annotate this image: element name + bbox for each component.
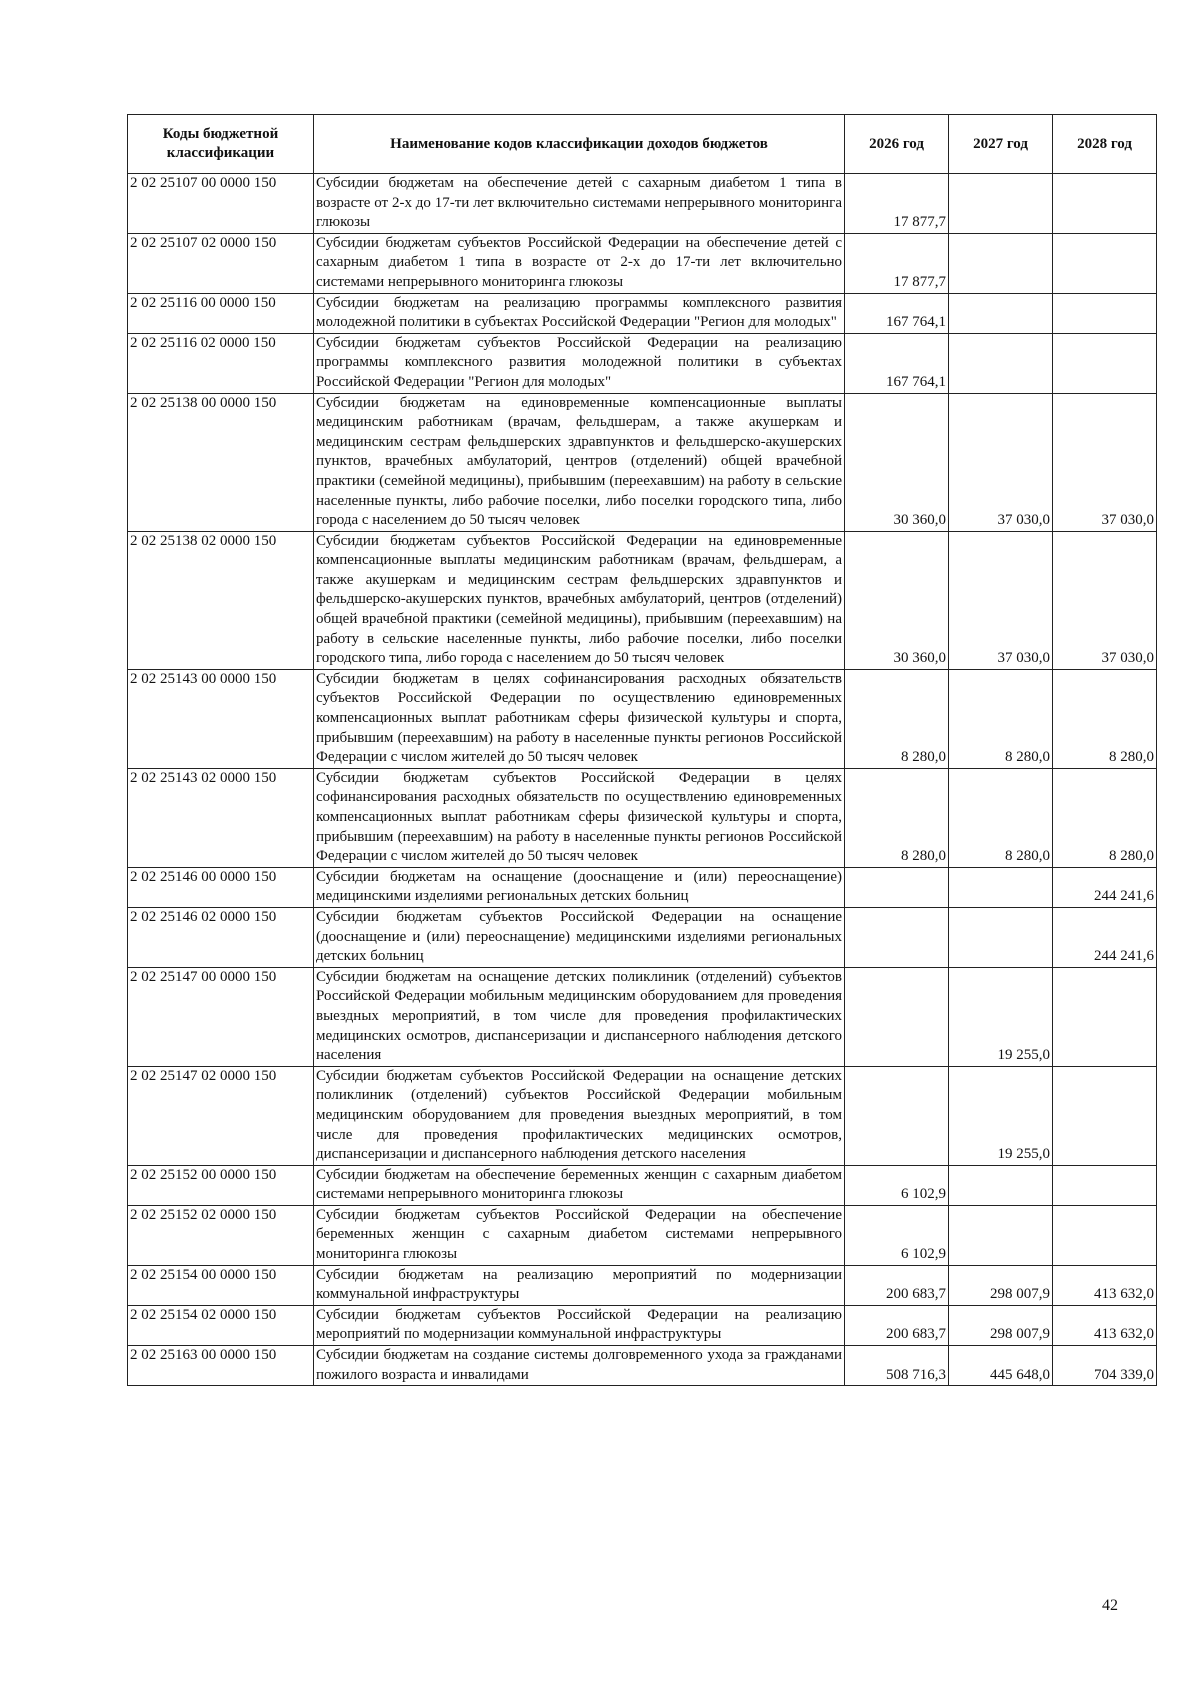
value-2027-cell: 445 648,0: [949, 1346, 1053, 1386]
value-2027-cell: [949, 1165, 1053, 1205]
value-2026-cell: 30 360,0: [845, 393, 949, 531]
name-cell: Субсидии бюджетам на оснащение детских поликлиник (отделений) субъектов Российской Федерации мобильным медицинским оборудованием для проведения выездных мероприятий, в том числе для проведения профилактических медицинских осмотров, диспансеризации и диспансерного наблюдения детского населения: [314, 967, 845, 1066]
name-cell: Субсидии бюджетам на реализацию мероприятий по модернизации коммунальной инфраструктуры: [314, 1265, 845, 1305]
name-cell: Субсидии бюджетам в целях софинансирования расходных обязательств субъектов Российской Федерации по осуществлению единовременных компенсационных выплат работникам сферы физической культуры и спорта, прибывшим (переехавшим) на работу в населенные пункты регионов Российской Федерации с числом жителей до 50 тысяч человек: [314, 669, 845, 768]
page-number: 42: [1102, 1597, 1118, 1614]
code-cell: 2 02 25138 02 0000 150: [128, 531, 314, 669]
name-cell: Субсидии бюджетам на оснащение (дооснащение и (или) переоснащение) медицинскими изделиями региональных детских больниц: [314, 867, 845, 907]
name-cell: Субсидии бюджетам субъектов Российской Федерации на обеспечение беременных женщин с сахарным диабетом системами непрерывного мониторинга глюкозы: [314, 1205, 845, 1265]
code-cell: 2 02 25107 00 0000 150: [128, 174, 314, 234]
value-2027-cell: 298 007,9: [949, 1265, 1053, 1305]
budget-revenue-table: [127, 114, 1157, 1386]
value-2027-cell: [949, 907, 1053, 967]
table-row: [128, 333, 1157, 393]
value-2028-cell: 244 241,6: [1053, 867, 1157, 907]
name-cell: Субсидии бюджетам субъектов Российской Федерации в целях софинансирования расходных обязательств по осуществлению единовременных компенсационных выплат работникам сферы физической культуры и спорта, прибывшим (переехавшим) на работу в населенные пункты регионов Российской Федерации с числом жителей до 50 тысяч человек: [314, 768, 845, 867]
table-body: [128, 174, 1157, 1386]
table-row: [128, 907, 1157, 967]
table-row: [128, 1165, 1157, 1205]
value-2026-cell: 6 102,9: [845, 1205, 949, 1265]
table-header-row: [128, 115, 1157, 174]
header-2028: 2028 год: [1053, 115, 1157, 174]
code-cell: 2 02 25116 00 0000 150: [128, 293, 314, 333]
value-2027-cell: 37 030,0: [949, 393, 1053, 531]
value-2026-cell: 508 716,3: [845, 1346, 949, 1386]
value-2028-cell: 37 030,0: [1053, 393, 1157, 531]
code-cell: 2 02 25154 02 0000 150: [128, 1305, 314, 1345]
value-2027-cell: 19 255,0: [949, 967, 1053, 1066]
code-cell: 2 02 25143 00 0000 150: [128, 669, 314, 768]
value-2028-cell: [1053, 293, 1157, 333]
value-2027-cell: [949, 333, 1053, 393]
table-row: [128, 867, 1157, 907]
value-2026-cell: [845, 1066, 949, 1165]
value-2028-cell: [1053, 1165, 1157, 1205]
value-2026-cell: 17 877,7: [845, 233, 949, 293]
table-row: [128, 393, 1157, 531]
value-2028-cell: 244 241,6: [1053, 907, 1157, 967]
name-cell: Субсидии бюджетам на реализацию программы комплексного развития молодежной политики в субъектах Российской Федерации "Регион для молодых": [314, 293, 845, 333]
value-2028-cell: [1053, 333, 1157, 393]
table-row: [128, 669, 1157, 768]
table-row: [128, 1205, 1157, 1265]
code-cell: 2 02 25146 02 0000 150: [128, 907, 314, 967]
table-row: [128, 1346, 1157, 1386]
code-cell: 2 02 25152 00 0000 150: [128, 1165, 314, 1205]
code-cell: 2 02 25154 00 0000 150: [128, 1265, 314, 1305]
value-2028-cell: [1053, 174, 1157, 234]
value-2027-cell: 19 255,0: [949, 1066, 1053, 1165]
code-cell: 2 02 25146 00 0000 150: [128, 867, 314, 907]
table-row: [128, 1265, 1157, 1305]
code-cell: 2 02 25138 00 0000 150: [128, 393, 314, 531]
header-2027: 2027 год: [949, 115, 1053, 174]
value-2027-cell: [949, 174, 1053, 234]
header-name: Наименование кодов классификации доходов бюджетов: [314, 115, 845, 174]
code-cell: 2 02 25107 02 0000 150: [128, 233, 314, 293]
value-2027-cell: [949, 1205, 1053, 1265]
value-2026-cell: [845, 867, 949, 907]
value-2026-cell: 200 683,7: [845, 1265, 949, 1305]
value-2026-cell: 8 280,0: [845, 768, 949, 867]
name-cell: Субсидии бюджетам субъектов Российской Федерации на реализацию программы комплексного развития молодежной политики в субъектах Российской Федерации "Регион для молодых": [314, 333, 845, 393]
value-2028-cell: 37 030,0: [1053, 531, 1157, 669]
table-row: [128, 174, 1157, 234]
name-cell: Субсидии бюджетам субъектов Российской Федерации на оснащение детских поликлиник (отделений) субъектов Российской Федерации мобильным медицинским оборудованием для проведения выездных мероприятий, в том числе для проведения профилактических медицинских осмотров, диспансеризации и диспансерного наблюдения детского населения: [314, 1066, 845, 1165]
table-row: [128, 967, 1157, 1066]
value-2026-cell: [845, 907, 949, 967]
header-2026: 2026 год: [845, 115, 949, 174]
name-cell: Субсидии бюджетам субъектов Российской Федерации на реализацию мероприятий по модернизации коммунальной инфраструктуры: [314, 1305, 845, 1345]
code-cell: 2 02 25116 02 0000 150: [128, 333, 314, 393]
value-2027-cell: [949, 293, 1053, 333]
code-cell: 2 02 25152 02 0000 150: [128, 1205, 314, 1265]
table-row: [128, 293, 1157, 333]
value-2027-cell: [949, 233, 1053, 293]
value-2028-cell: [1053, 233, 1157, 293]
table-row: [128, 233, 1157, 293]
value-2027-cell: 298 007,9: [949, 1305, 1053, 1345]
code-cell: 2 02 25147 02 0000 150: [128, 1066, 314, 1165]
value-2028-cell: 413 632,0: [1053, 1265, 1157, 1305]
value-2026-cell: 6 102,9: [845, 1165, 949, 1205]
name-cell: Субсидии бюджетам на обеспечение детей с сахарным диабетом 1 типа в возрасте от 2-х до 17-ти лет включительно системами непрерывного мониторинга глюкозы: [314, 174, 845, 234]
table-row: [128, 768, 1157, 867]
value-2026-cell: 200 683,7: [845, 1305, 949, 1345]
value-2026-cell: [845, 967, 949, 1066]
name-cell: Субсидии бюджетам субъектов Российской Федерации на единовременные компенсационные выплаты медицинским работникам (врачам, фельдшерам, а также акушеркам и медицинским сестрам фельдшерских здравпунктов и фельдшерско-акушерских пунктов, врачебных амбулаторий, центров (отделений) общей врачебной практики (семейной медицины), прибывшим (переехавшим) на работу в сельские населенные пункты, либо рабочие поселки, либо поселки городского типа, либо города с населением до 50 тысяч человек: [314, 531, 845, 669]
value-2026-cell: 17 877,7: [845, 174, 949, 234]
value-2026-cell: 167 764,1: [845, 293, 949, 333]
value-2028-cell: 8 280,0: [1053, 669, 1157, 768]
value-2027-cell: 8 280,0: [949, 669, 1053, 768]
value-2027-cell: 37 030,0: [949, 531, 1053, 669]
name-cell: Субсидии бюджетам на обеспечение беременных женщин с сахарным диабетом системами непрерывного мониторинга глюкозы: [314, 1165, 845, 1205]
value-2026-cell: 30 360,0: [845, 531, 949, 669]
code-cell: 2 02 25147 00 0000 150: [128, 967, 314, 1066]
value-2028-cell: 8 280,0: [1053, 768, 1157, 867]
name-cell: Субсидии бюджетам субъектов Российской Федерации на оснащение (дооснащение и (или) переоснащение) медицинскими изделиями региональных детских больниц: [314, 907, 845, 967]
value-2027-cell: [949, 867, 1053, 907]
value-2028-cell: [1053, 967, 1157, 1066]
table-row: [128, 1305, 1157, 1345]
value-2026-cell: 8 280,0: [845, 669, 949, 768]
code-cell: 2 02 25163 00 0000 150: [128, 1346, 314, 1386]
name-cell: Субсидии бюджетам на единовременные компенсационные выплаты медицинским работникам (врачам, фельдшерам, а также акушеркам и медицинским сестрам фельдшерских здравпунктов и фельдшерско-акушерских пунктов, врачебных амбулаторий, центров (отделений) общей врачебной практики (семейной медицины), прибывшим (переехавшим) на работу в сельские населенные пункты, либо рабочие поселки, либо поселки городского типа, либо города с населением до 50 тысяч человек: [314, 393, 845, 531]
value-2027-cell: 8 280,0: [949, 768, 1053, 867]
table-row: [128, 1066, 1157, 1165]
header-code: Коды бюджетной классификации: [128, 115, 314, 174]
value-2028-cell: [1053, 1205, 1157, 1265]
value-2028-cell: [1053, 1066, 1157, 1165]
value-2028-cell: 704 339,0: [1053, 1346, 1157, 1386]
name-cell: Субсидии бюджетам на создание системы долговременного ухода за гражданами пожилого возраста и инвалидами: [314, 1346, 845, 1386]
value-2026-cell: 167 764,1: [845, 333, 949, 393]
value-2028-cell: 413 632,0: [1053, 1305, 1157, 1345]
code-cell: 2 02 25143 02 0000 150: [128, 768, 314, 867]
name-cell: Субсидии бюджетам субъектов Российской Федерации на обеспечение детей с сахарным диабетом 1 типа в возрасте от 2-х до 17-ти лет включительно системами непрерывного мониторинга глюкозы: [314, 233, 845, 293]
table-row: [128, 531, 1157, 669]
